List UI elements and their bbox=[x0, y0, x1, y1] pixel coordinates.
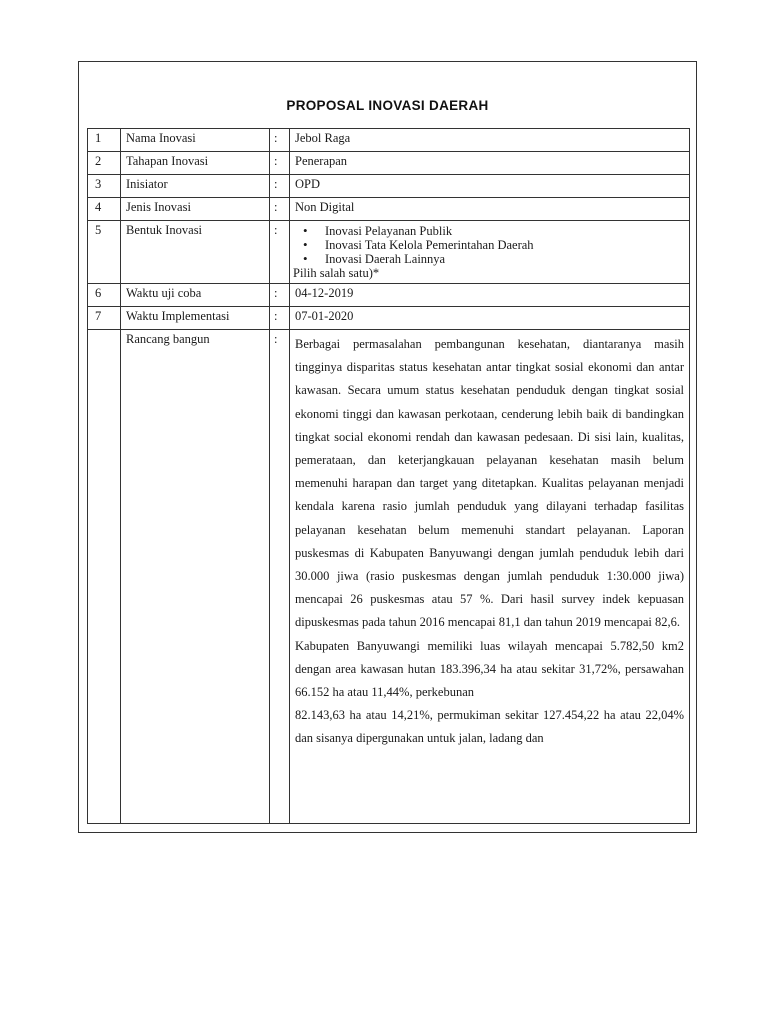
row-number: 3 bbox=[88, 175, 121, 198]
row-value: Jebol Raga bbox=[290, 129, 690, 152]
row-label: Rancang bangun bbox=[121, 330, 270, 824]
list-item: • Inovasi Pelayanan Publik bbox=[295, 224, 684, 238]
row-separator: : bbox=[270, 330, 290, 824]
row-label: Inisiator bbox=[121, 175, 270, 198]
paragraph: 82.143,63 ha atau 14,21%, permukiman sekitar 127.454,22 ha atau 22,04% dan sisanya dipergunakan untuk jalan, ladang dan bbox=[295, 708, 684, 746]
list-item: • Inovasi Tata Kelola Pemerintahan Daerah bbox=[295, 238, 684, 252]
row-number: 7 bbox=[88, 307, 121, 330]
table-row-waktu-uji-coba bbox=[88, 284, 690, 307]
table-row-inisiator bbox=[88, 175, 690, 198]
row-separator: : bbox=[270, 175, 290, 198]
row-label: Waktu Implementasi bbox=[121, 307, 270, 330]
row-value bbox=[290, 330, 690, 824]
row-separator: : bbox=[270, 284, 290, 307]
row-separator: : bbox=[270, 221, 290, 284]
table-row-waktu-implementasi bbox=[88, 307, 690, 330]
document-title: PROPOSAL INOVASI DAERAH bbox=[286, 98, 489, 113]
table-row-jenis-inovasi bbox=[88, 198, 690, 221]
rancang-bangun-text bbox=[295, 331, 684, 751]
row-number bbox=[88, 330, 121, 824]
row-value: 07-01-2020 bbox=[290, 307, 690, 330]
row-label: Jenis Inovasi bbox=[121, 198, 270, 221]
row-number: 5 bbox=[88, 221, 121, 284]
row-number: 1 bbox=[88, 129, 121, 152]
row-value: 04-12-2019 bbox=[290, 284, 690, 307]
row-label: Nama Inovasi bbox=[121, 129, 270, 152]
table-row-bentuk-inovasi bbox=[88, 221, 690, 284]
row-value: Penerapan bbox=[290, 152, 690, 175]
row-value: OPD bbox=[290, 175, 690, 198]
table-row-tahapan-inovasi bbox=[88, 152, 690, 175]
row-label: Tahapan Inovasi bbox=[121, 152, 270, 175]
proposal-form-table bbox=[87, 128, 690, 824]
row-value: Non Digital bbox=[290, 198, 690, 221]
table-row-nama-inovasi bbox=[88, 129, 690, 152]
table-row-rancang-bangun bbox=[88, 330, 690, 824]
row-value bbox=[290, 221, 690, 284]
bentuk-options-list bbox=[295, 224, 684, 266]
row-number: 2 bbox=[88, 152, 121, 175]
selection-note: Pilih salah satu)* bbox=[293, 266, 380, 280]
row-separator: : bbox=[270, 198, 290, 221]
row-label: Waktu uji coba bbox=[121, 284, 270, 307]
row-label: Bentuk Inovasi bbox=[121, 221, 270, 284]
row-separator: : bbox=[270, 152, 290, 175]
paragraph: Kabupaten Banyuwangi memiliki luas wilayah mencapai 5.782,50 km2 dengan area kawasan hutan 183.396,34 ha atau sekitar 31,72%, persawahan 66.152 ha atau 11,44%, perkebunan bbox=[295, 638, 684, 700]
row-number: 4 bbox=[88, 198, 121, 221]
row-number: 6 bbox=[88, 284, 121, 307]
row-separator: : bbox=[270, 129, 290, 152]
paragraph: Berbagai permasalahan pembangunan kesehatan, diantaranya masih tingginya disparitas status kesehatan antar tingkat sosial ekonomi dan antar kawasan. Secara umum status kesehatan penduduk dengan tingkat sosial ekonomi tinggi dan kawasan perkotaan, cenderung lebih baik di bandingkan tingkat social ekonomi rendah dan kawasan pedesaan. Di sisi lain, kualitas, pemerataan, dan keterjangkauan pelayanan kesehatan masih belum memenuhi harapan dan target yang ditetapkan. Kualitas pelayanan menjadi kendala karena rasio jumlah penduduk yang dilayani terhadap fasilitas pelayanan kesehatan belum memenuhi standart pelayanan. Laporan puskesmas di Kabupaten Banyuwangi dengan jumlah penduduk lebih dari 30.000 jiwa (rasio puskesmas dengan jumlah penduduk 1:30.000 jiwa) mencapai 26 puskesmas atau 57 %. Dari hasil survey indek kepuasan dipuskesmas pada tahun 2016 mencapai 81,1 dan tahun 2019 mencapai 82,6. bbox=[295, 337, 684, 630]
list-item: • Inovasi Daerah Lainnya bbox=[295, 252, 684, 266]
document-page bbox=[78, 61, 697, 833]
row-separator: : bbox=[270, 307, 290, 330]
